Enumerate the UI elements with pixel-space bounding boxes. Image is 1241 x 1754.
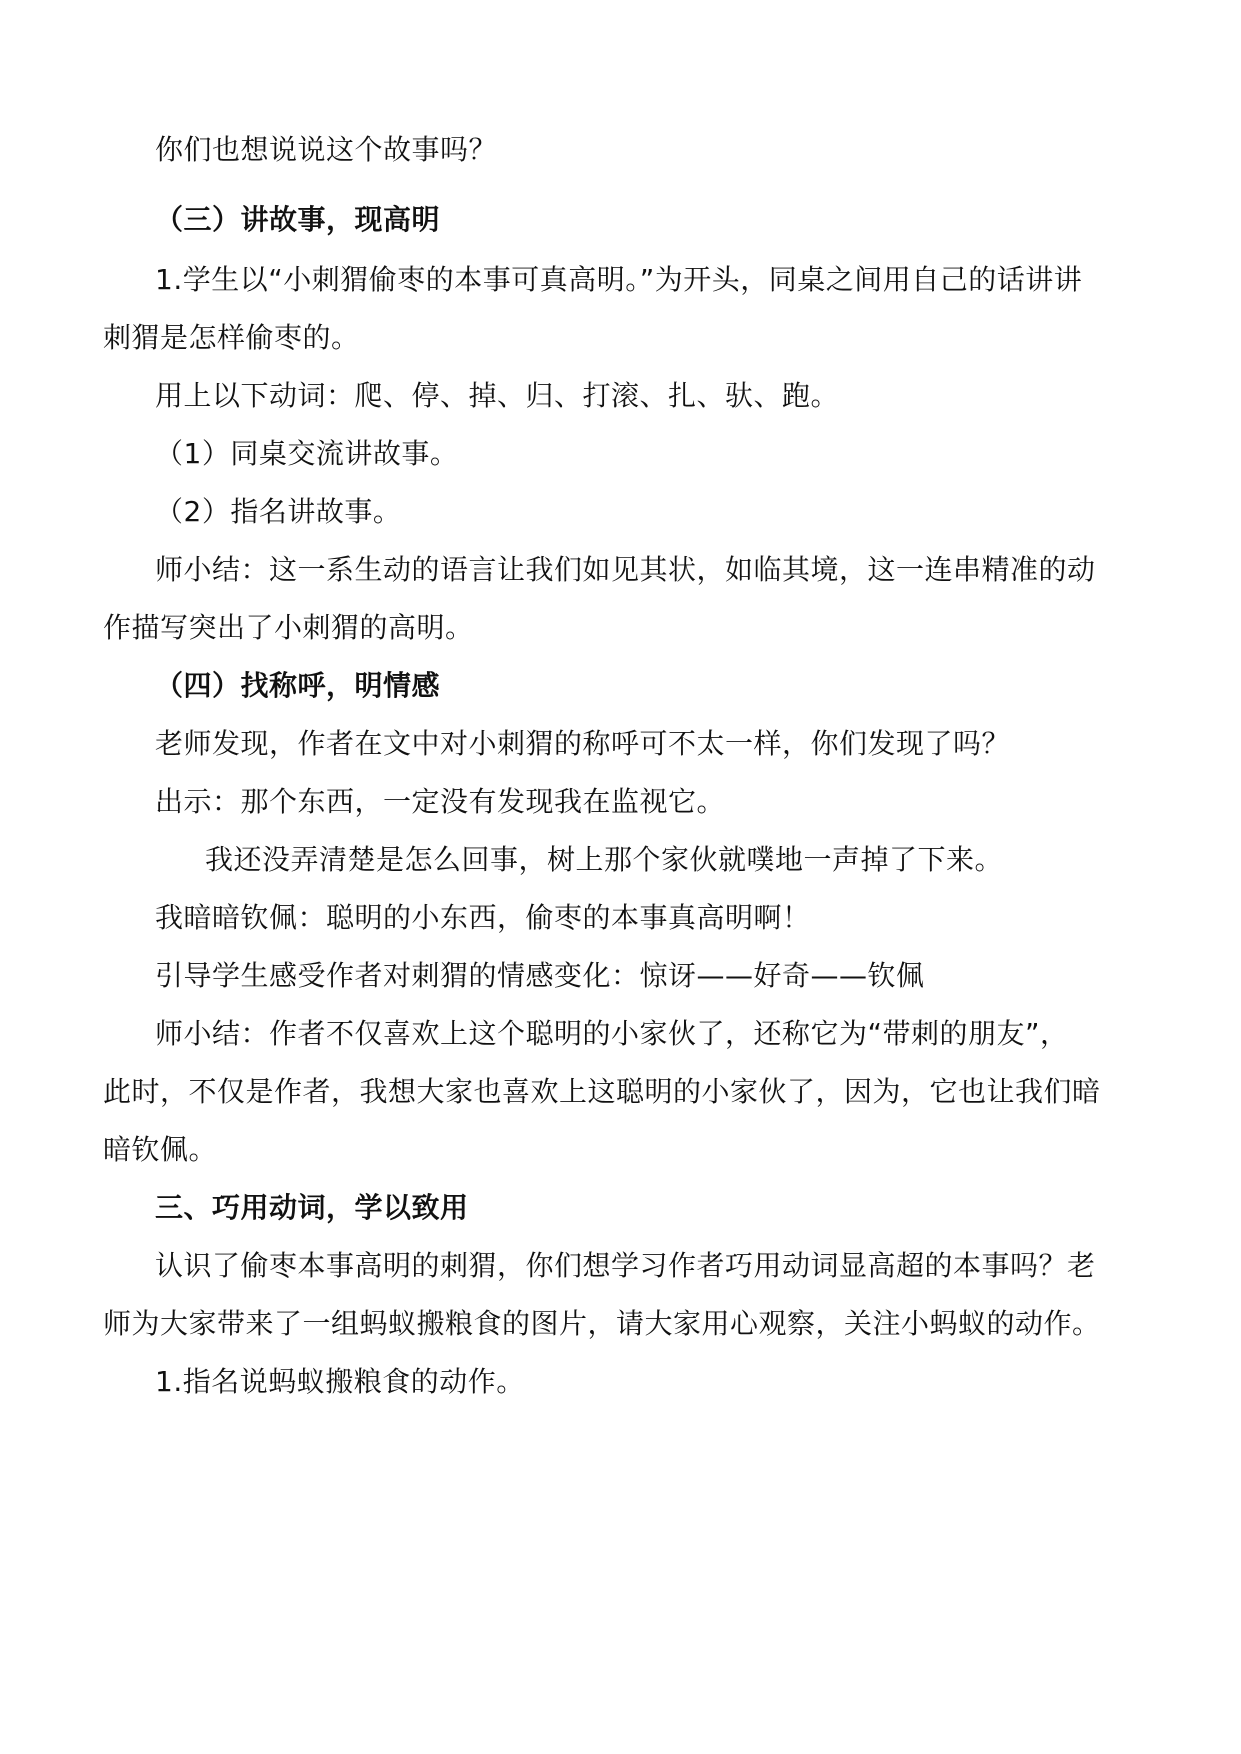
paragraph-summary-2-line-1: 师小结：作者不仅喜欢上这个聪明的小家伙了，还称它为“带刺的朋友”， [155, 1017, 1069, 1050]
paragraph-intro-line-2: 师为大家带来了一组蚂蚁搬粮食的图片，请大家用心观察，关注小蚂蚁的动作。 [103, 1307, 1101, 1340]
paragraph-step-1-line-2: 刺猬是怎样偷枣的。 [103, 321, 360, 354]
paragraph-summary-1-line-2: 作描写突出了小刺猬的高明。 [103, 611, 474, 644]
paragraph-intro-line-1: 认识了偷枣本事高明的刺猬，你们想学习作者巧用动词显高超的本事吗？老 [155, 1249, 1096, 1282]
paragraph-summary-2-line-3: 暗钦佩。 [103, 1133, 218, 1166]
heading-section-three: （三）讲故事，现高明 [155, 203, 441, 236]
paragraph-verbs-list: 用上以下动词：爬、停、掉、归、打滚、扎、驮、跑。 [155, 379, 840, 412]
paragraph-emotion-change: 引导学生感受作者对刺猬的情感变化：惊讶——好奇——钦佩 [155, 959, 925, 992]
paragraph-summary-2-line-2: 此时，不仅是作者，我想大家也喜欢上这聪明的小家伙了，因为，它也让我们暗 [103, 1075, 1101, 1108]
heading-part-three: 三、巧用动词，学以致用 [155, 1191, 469, 1224]
paragraph-story-question: 你们也想说说这个故事吗？ [155, 133, 498, 166]
paragraph-quote-3: 我暗暗钦佩：聪明的小东西，偷枣的本事真高明啊！ [155, 901, 811, 934]
paragraph-quote-1: 出示：那个东西，一定没有发现我在监视它。 [155, 785, 726, 818]
paragraph-step-1-line-1: 1.学生以“小刺猬偷枣的本事可真高明。”为开头，同桌之间用自己的话讲讲 [155, 263, 1083, 296]
paragraph-teacher-observation: 老师发现，作者在文中对小刺猬的称呼可不太一样，你们发现了吗？ [155, 727, 1011, 760]
paragraph-substep-1: （1）同桌交流讲故事。 [155, 437, 459, 470]
paragraph-substep-2: （2）指名讲故事。 [155, 495, 402, 528]
heading-section-four: （四）找称呼，明情感 [155, 669, 441, 702]
paragraph-ant-actions: 1.指名说蚂蚁搬粮食的动作。 [155, 1365, 525, 1398]
paragraph-quote-2: 我还没弄清楚是怎么回事，树上那个家伙就噗地一声掉了下来。 [205, 843, 1004, 876]
paragraph-summary-1-line-1: 师小结：这一系生动的语言让我们如见其状，如临其境，这一连串精准的动 [155, 553, 1096, 586]
